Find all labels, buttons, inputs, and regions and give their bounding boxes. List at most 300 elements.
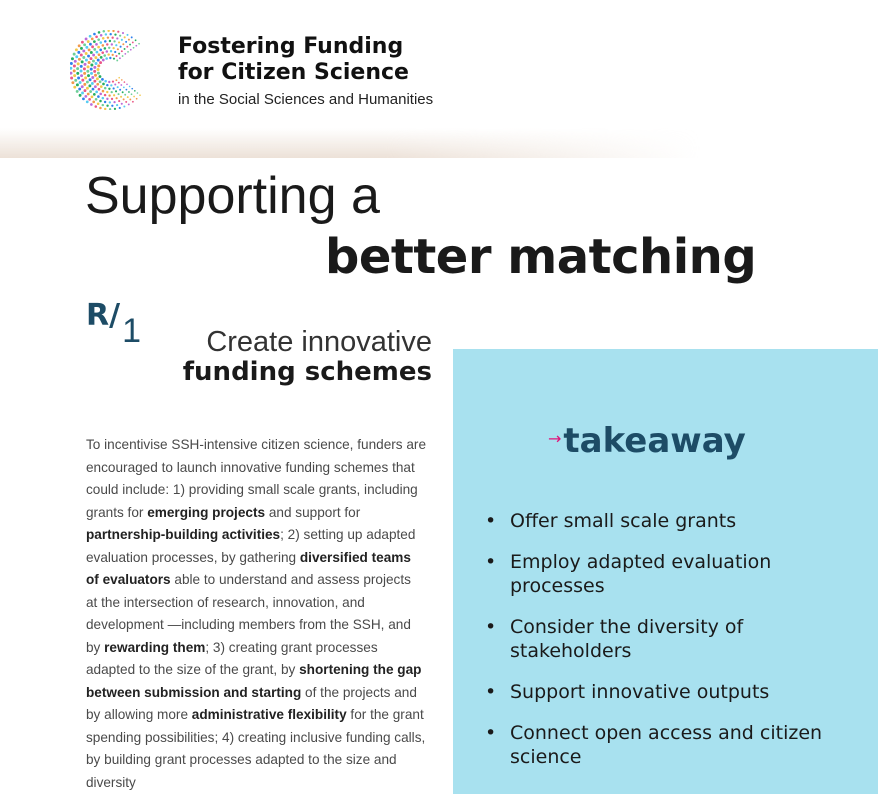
logo-dot xyxy=(129,99,131,101)
logo-dot xyxy=(115,44,117,46)
logo-dot xyxy=(113,58,115,60)
logo-dot xyxy=(97,95,100,98)
logo-dot xyxy=(105,33,107,35)
body-emphasis-3: rewarding them xyxy=(104,639,206,655)
logo-dot xyxy=(128,103,130,105)
logo-dot xyxy=(111,91,113,93)
logo-dot xyxy=(116,97,118,99)
logo-dot xyxy=(119,57,121,59)
logo-dot xyxy=(82,49,85,52)
logo-dot xyxy=(85,38,88,41)
logo-dot xyxy=(90,103,93,106)
logo-dot xyxy=(114,83,116,85)
logo-dot xyxy=(120,96,122,98)
takeaway-item xyxy=(485,615,865,663)
logo-dot xyxy=(97,46,100,49)
page-title-line1: Supporting a xyxy=(85,167,380,225)
logo-dot xyxy=(124,48,126,50)
logo-dot xyxy=(90,64,93,67)
logo-dot xyxy=(92,88,95,91)
logo-dot xyxy=(92,101,95,104)
header xyxy=(0,0,878,155)
logo-dot xyxy=(70,67,72,70)
logo-dot xyxy=(73,65,76,68)
logo-dot xyxy=(112,47,114,49)
logo-dot xyxy=(115,55,117,57)
logo-dot xyxy=(98,31,101,34)
logo-dot xyxy=(118,93,120,95)
body-emphasis-4: shortening the gap between submission and starting xyxy=(86,662,422,700)
body-text-1: and support for xyxy=(265,504,361,520)
logo-dot xyxy=(112,30,114,32)
logo-dot xyxy=(104,94,106,96)
logo-dot xyxy=(133,96,135,98)
logo-dot xyxy=(91,96,94,99)
logo-dot xyxy=(93,48,96,51)
logo-dot xyxy=(118,53,120,55)
logo-dot xyxy=(109,101,111,103)
logo-dot xyxy=(123,105,125,107)
logo-dot xyxy=(76,72,79,75)
logo-dot xyxy=(121,39,123,41)
logo-dot xyxy=(109,108,111,110)
takeaway-item xyxy=(485,550,865,598)
logo-icon xyxy=(70,30,150,110)
logo-dot xyxy=(82,56,85,59)
takeaway-item xyxy=(485,680,865,704)
logo-dot xyxy=(89,35,92,38)
body-emphasis-2: diversified teams of evaluators xyxy=(86,549,411,587)
logo-dot xyxy=(77,51,80,54)
logo-dot xyxy=(84,95,87,98)
logo-dot xyxy=(100,56,103,59)
logo-dot xyxy=(97,38,100,41)
body-emphasis-0: emerging projects xyxy=(147,504,266,520)
logo-dot xyxy=(131,36,133,38)
logo-dot xyxy=(93,80,96,83)
logo-dot xyxy=(96,83,99,86)
logo-dot xyxy=(90,72,93,75)
recommendation-index: 1 xyxy=(122,312,141,350)
logo-dot xyxy=(87,40,90,43)
logo-dot xyxy=(113,87,115,89)
recommendation-heading-line1: Create innovative xyxy=(206,326,432,358)
logo-dot xyxy=(99,49,102,52)
logo-dot xyxy=(123,98,125,100)
logo-dot xyxy=(105,57,108,60)
bullet-icon: • xyxy=(485,551,497,573)
logo-dot xyxy=(88,84,91,87)
logo-dot xyxy=(88,61,91,64)
logo-dot xyxy=(90,57,93,60)
logo-dot xyxy=(81,79,84,82)
logo-dot xyxy=(104,101,106,103)
logo-dot xyxy=(113,40,115,42)
logo-dot xyxy=(100,34,103,37)
logo-dot xyxy=(82,97,85,100)
logo-dot xyxy=(114,33,116,35)
logo-dot xyxy=(108,47,110,49)
logo-dot xyxy=(80,47,83,50)
logo-dot xyxy=(106,50,109,53)
logo-dot xyxy=(138,43,140,45)
logo-dot xyxy=(84,76,87,79)
logo-dot xyxy=(104,108,106,110)
body-paragraph xyxy=(86,434,426,794)
logo-dot xyxy=(115,79,117,81)
logo-dot xyxy=(104,80,107,83)
logo-dot xyxy=(83,67,86,70)
brand-title xyxy=(178,34,498,86)
logo-dot xyxy=(97,59,100,62)
brand-title-line1: Fostering Funding xyxy=(178,34,404,59)
logo-dot xyxy=(89,78,92,81)
takeaway-panel xyxy=(453,349,878,794)
logo-dot xyxy=(84,63,87,66)
logo-dot xyxy=(127,96,129,98)
logo-dot xyxy=(91,38,94,41)
bullet-icon: • xyxy=(485,510,497,532)
logo-dot xyxy=(127,51,129,53)
logo-dot xyxy=(129,86,131,88)
logo-dot xyxy=(124,81,126,83)
logo-dot xyxy=(81,85,84,88)
logo-dot xyxy=(99,80,102,83)
logo-dot xyxy=(80,54,83,57)
logo-dot xyxy=(108,88,110,90)
logo-dot xyxy=(73,69,76,72)
logo-dot xyxy=(128,91,130,93)
logo-dot xyxy=(123,86,125,88)
logo-dot xyxy=(76,83,79,86)
logo-dot xyxy=(86,87,89,90)
logo-dot xyxy=(83,83,86,86)
logo-dot xyxy=(119,89,121,91)
logo-dot xyxy=(89,43,92,46)
logo-dot xyxy=(93,70,96,73)
logo-dot xyxy=(106,105,108,107)
logo-dot xyxy=(80,65,83,68)
logo-dot xyxy=(90,51,93,54)
logo-dot xyxy=(116,60,118,62)
logo-dot xyxy=(101,51,104,54)
logo-dot xyxy=(111,105,113,107)
logo-dot xyxy=(99,93,102,96)
logo-dot xyxy=(77,76,80,79)
logo-dot xyxy=(126,89,128,91)
logo-dot xyxy=(81,60,84,63)
logo-dot xyxy=(124,94,126,96)
body-text-4: ; 3) creating grant processes adapted to the size of the grant, by xyxy=(86,639,378,677)
recommendation-heading xyxy=(150,326,432,386)
logo-dot xyxy=(109,57,111,59)
logo-dot xyxy=(95,105,98,108)
logo-dot xyxy=(96,51,99,54)
logo-dot xyxy=(109,40,111,42)
logo-dot xyxy=(94,74,97,77)
logo-dot xyxy=(92,54,95,57)
takeaway-title: takeaway xyxy=(563,421,746,461)
logo-dot xyxy=(97,72,100,75)
logo-dot xyxy=(70,62,73,65)
logo-dot xyxy=(78,44,81,47)
logo-dot xyxy=(102,37,105,40)
logo-dot xyxy=(112,81,114,83)
logo-dot xyxy=(75,55,78,58)
recommendation-number xyxy=(86,298,141,350)
logo-dot xyxy=(115,90,117,92)
body-emphasis-1: partnership-building activities xyxy=(86,527,281,542)
logo-dot xyxy=(99,75,102,78)
bullet-icon: • xyxy=(485,681,497,703)
logo-dot xyxy=(71,81,74,84)
logo-dot xyxy=(85,59,88,62)
logo-dot xyxy=(107,30,109,32)
logo-dot xyxy=(102,83,105,86)
logo-dot xyxy=(106,84,108,86)
logo-dot xyxy=(106,98,108,100)
logo-dot xyxy=(71,57,74,60)
logo-dot xyxy=(98,53,101,56)
logo-dot xyxy=(111,43,113,45)
logo-dot xyxy=(134,90,136,92)
logo-dot xyxy=(93,33,96,36)
logo-dot xyxy=(94,85,97,88)
logo-dot xyxy=(125,101,127,103)
logo-dot xyxy=(106,91,108,93)
logo-dot xyxy=(117,86,119,88)
logo-dot xyxy=(93,66,96,69)
logo-dot xyxy=(122,91,124,93)
bullet-icon: • xyxy=(485,616,497,638)
logo-dot xyxy=(128,39,130,41)
logo-dot xyxy=(114,108,116,110)
logo-dot xyxy=(78,88,81,91)
logo-dot xyxy=(132,41,134,43)
logo-dot xyxy=(135,39,137,41)
logo-dot xyxy=(102,59,105,62)
logo-dot xyxy=(104,40,107,43)
logo-dot xyxy=(108,81,110,83)
logo-dot xyxy=(133,47,135,49)
logo-dot xyxy=(95,43,98,46)
logo-dot xyxy=(98,88,101,91)
logo-dot xyxy=(102,97,105,100)
logo-dot xyxy=(106,43,108,45)
logo-dot xyxy=(119,107,121,109)
logo-dot xyxy=(122,43,124,45)
logo-dot xyxy=(74,60,77,63)
logo-dot xyxy=(80,74,83,77)
logo-dot xyxy=(94,56,97,59)
logo-dot xyxy=(88,98,91,101)
logo-dot xyxy=(85,46,88,49)
logo-dot xyxy=(75,48,78,51)
logo-dot xyxy=(118,77,120,79)
logo-dot xyxy=(110,50,112,52)
body-emphasis-5: administrative flexibility xyxy=(191,707,347,722)
takeaway-heading xyxy=(548,421,746,461)
logo-dot xyxy=(117,31,119,33)
logo-dot xyxy=(107,53,109,55)
logo-dot xyxy=(102,90,105,93)
takeaway-item-text: Consider the diversity of stakeholders xyxy=(510,616,744,662)
logo-dot xyxy=(83,43,86,46)
logo-dot xyxy=(95,98,98,101)
logo-dot xyxy=(97,64,100,67)
logo-dot xyxy=(107,36,109,38)
brand-title-line2: for Citizen Science xyxy=(178,60,409,85)
logo-dot xyxy=(81,92,84,95)
takeaway-list xyxy=(485,509,865,786)
logo-dot xyxy=(103,30,106,33)
logo-dot xyxy=(121,79,123,81)
logo-dot xyxy=(86,101,89,104)
logo-dot xyxy=(77,62,80,65)
body-text-3: able to understand and assess projects at the intersection of research, innovation, and development —including members from the SSH, and by xyxy=(86,572,411,655)
arrow-right-icon: → xyxy=(548,429,562,448)
logo-dot xyxy=(116,37,118,39)
recommendation-letter: R/ xyxy=(86,298,121,333)
logo-dot xyxy=(86,81,89,84)
logo-dot xyxy=(126,46,128,48)
takeaway-item-text: Connect open access and citizen science xyxy=(510,722,823,768)
logo-dot xyxy=(124,36,126,38)
logo-dot xyxy=(126,34,128,36)
logo-dot xyxy=(74,79,77,82)
body-text-6: for the grant spending possibilities; 4) creating inclusive funding calls, by building grant processes adapted to the size and diversity xyxy=(86,707,426,790)
logo-dot xyxy=(131,93,133,95)
logo-dot xyxy=(99,100,102,103)
logo-dot xyxy=(120,84,122,86)
logo-dot xyxy=(116,104,118,106)
logo-dot xyxy=(109,33,111,35)
logo-dot xyxy=(118,82,120,84)
logo-dot xyxy=(86,70,89,73)
logo-dot xyxy=(117,48,119,50)
logo-dot xyxy=(70,72,72,75)
logo-dot xyxy=(87,65,90,68)
brand-subtitle: in the Social Sciences and Humanities xyxy=(178,91,434,108)
logo-dot xyxy=(135,45,137,47)
logo-dot xyxy=(125,41,127,43)
logo-dot xyxy=(97,68,100,71)
takeaway-item xyxy=(485,721,865,769)
logo-dot xyxy=(120,46,122,48)
logo-dot xyxy=(84,89,87,92)
logo-dot xyxy=(132,101,134,103)
logo-dot xyxy=(131,88,133,90)
logo-dot xyxy=(79,94,82,97)
logo-dot xyxy=(73,74,76,77)
logo-dot xyxy=(79,81,82,84)
logo-dot xyxy=(124,53,126,55)
logo-dot xyxy=(136,98,138,100)
logo-dot xyxy=(111,98,113,100)
logo-dot xyxy=(118,100,120,102)
logo-dot xyxy=(87,74,90,77)
header-divider xyxy=(0,128,700,158)
logo-dot xyxy=(121,103,123,105)
recommendation-heading-line2: funding schemes xyxy=(182,357,432,387)
logo-dot xyxy=(70,76,73,79)
logo-dot xyxy=(118,41,120,43)
logo-dot xyxy=(126,83,128,85)
logo-dot xyxy=(87,93,90,96)
takeaway-item-text: Support innovative outputs xyxy=(510,681,770,703)
logo-dot xyxy=(83,72,86,75)
logo-dot xyxy=(99,41,102,44)
logo-dot xyxy=(99,61,102,64)
body-text-5: of the projects and by allowing more xyxy=(86,684,417,722)
logo-dot xyxy=(104,87,107,90)
logo-dot xyxy=(122,32,124,34)
logo-dot xyxy=(137,92,139,94)
logo-dot xyxy=(99,107,102,110)
logo-dot xyxy=(114,51,116,53)
logo-dot xyxy=(95,35,98,38)
logo-dot xyxy=(97,103,100,106)
logo-dot xyxy=(95,62,98,65)
logo-dot xyxy=(108,94,110,96)
logo-dot xyxy=(139,94,141,96)
bullet-icon: • xyxy=(485,722,497,744)
logo-dot xyxy=(91,82,94,85)
logo-dot xyxy=(92,60,95,63)
logo-dot xyxy=(103,54,106,57)
takeaway-item xyxy=(485,509,865,533)
logo-dot xyxy=(101,78,104,81)
logo-dot xyxy=(78,58,81,61)
takeaway-item-text: Employ adapted evaluation processes xyxy=(510,551,772,597)
logo-dot xyxy=(89,90,92,93)
logo-dot xyxy=(102,104,104,106)
body-text-2: ; 2) setting up adapted evaluation processes, by gathering xyxy=(86,527,416,565)
logo-dot xyxy=(112,54,114,56)
logo-dot xyxy=(85,52,88,55)
logo-dot xyxy=(121,50,123,52)
logo-dot xyxy=(110,84,112,86)
logo-dot xyxy=(76,90,79,93)
logo-dot xyxy=(76,67,79,70)
logo-dot xyxy=(113,94,115,96)
logo-dot xyxy=(93,93,96,96)
logo-dot xyxy=(113,101,115,103)
logo-dot xyxy=(90,68,93,71)
logo-dot xyxy=(73,86,76,89)
logo-dot xyxy=(111,37,113,39)
logo-dot xyxy=(104,47,107,50)
logo-dot xyxy=(129,44,131,46)
logo-dot xyxy=(91,45,94,48)
logo-dot xyxy=(100,85,103,88)
logo-dot xyxy=(102,44,105,47)
logo-dot xyxy=(87,55,90,58)
logo-dot xyxy=(96,77,99,80)
logo-dot xyxy=(81,41,84,44)
takeaway-item-text: Offer small scale grants xyxy=(510,510,737,532)
logo-dot xyxy=(80,70,83,73)
logo-dot xyxy=(119,35,121,37)
logo-dot xyxy=(95,90,98,93)
page-title-line2: better matching xyxy=(325,229,757,285)
logo-dot xyxy=(73,53,76,56)
logo-dot xyxy=(93,40,96,43)
body-text-0: To incentivise SSH-intensive citizen science, funders are encouraged to launch innovative funding schemes that could include: 1) providing small scale grants, including grants for xyxy=(86,437,427,520)
logo-dot xyxy=(122,55,124,57)
logo-dot xyxy=(130,49,132,51)
logo-dot xyxy=(91,76,94,79)
